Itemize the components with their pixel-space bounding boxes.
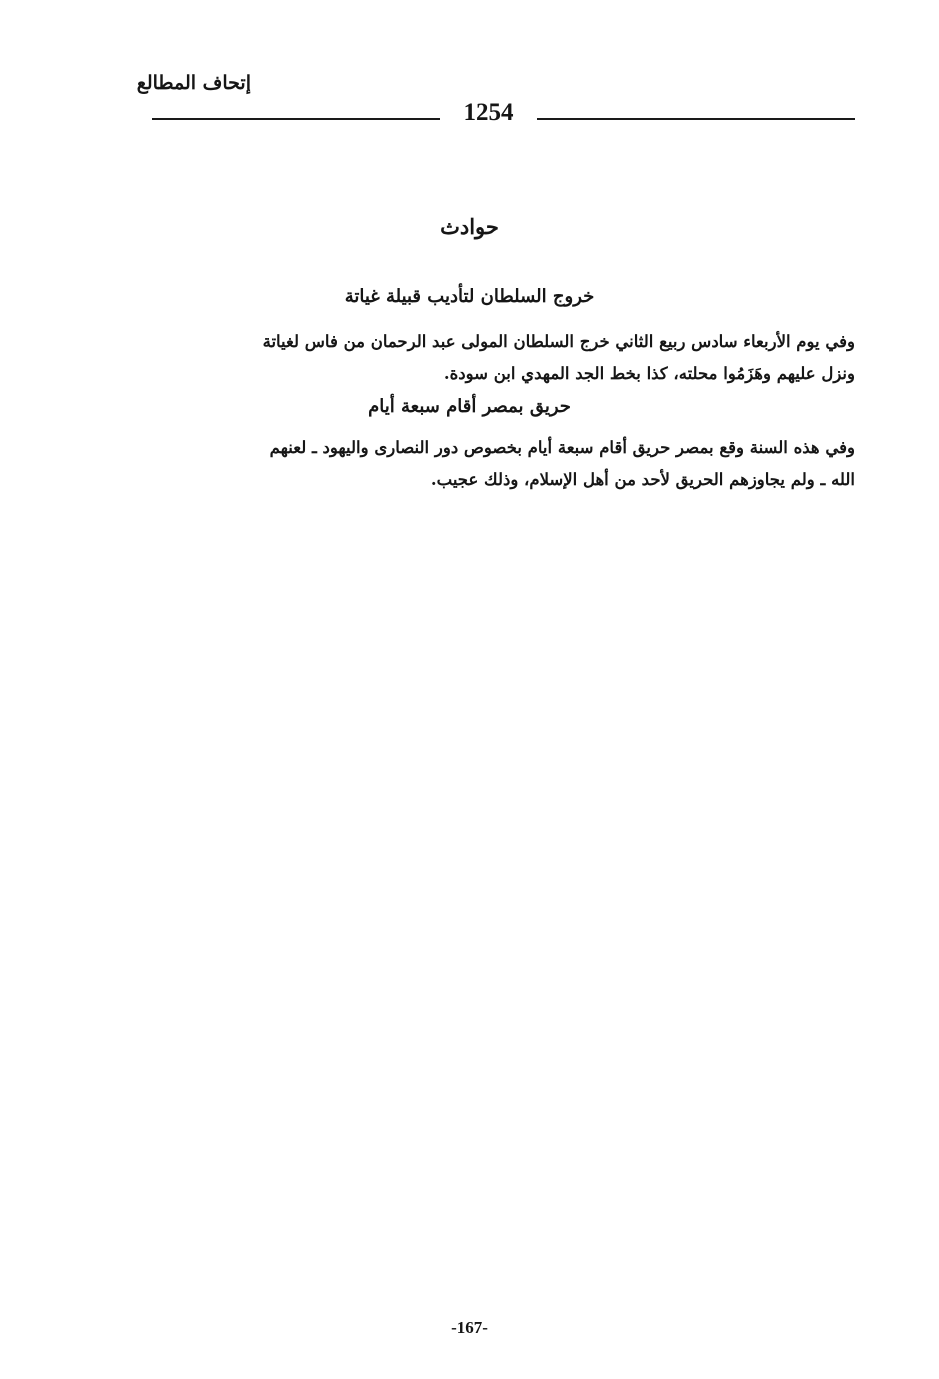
- entry-paragraph-2: [140, 432, 855, 496]
- paragraph-line: وفي يوم الأربعاء سادس ربيع الثاني خرج السلطان المولى عبد الرحمان من فاس لغياتة: [262, 332, 855, 351]
- entry-heading-2: حريق بمصر أقام سبعة أيام: [368, 396, 571, 417]
- entry-heading-1: خروج السلطان لتأديب قبيلة غياتة: [344, 286, 595, 307]
- entry-paragraph-1: [140, 326, 855, 390]
- paragraph-line: وفي هذه السنة وقع بمصر حريق أقام سبعة أيام بخصوص دور النصارى واليهود ـ لعنهم: [269, 438, 855, 457]
- header-rule-left: [152, 118, 440, 120]
- section-title: حوادث: [440, 214, 499, 239]
- paragraph-line: ونزل عليهم وهَزَمُوا محلته، كذا بخط الجد المهدي ابن سودة.: [443, 364, 855, 383]
- page-number: -167-: [451, 1318, 488, 1337]
- header-rule-right: [537, 118, 855, 120]
- book-title: إتحاف المطالع: [136, 72, 251, 94]
- paragraph-line: الله ـ ولم يجاوزهم الحريق لأحد من أهل الإسلام، وذلك عجيب.: [430, 470, 855, 489]
- year-heading: 1254: [463, 99, 514, 126]
